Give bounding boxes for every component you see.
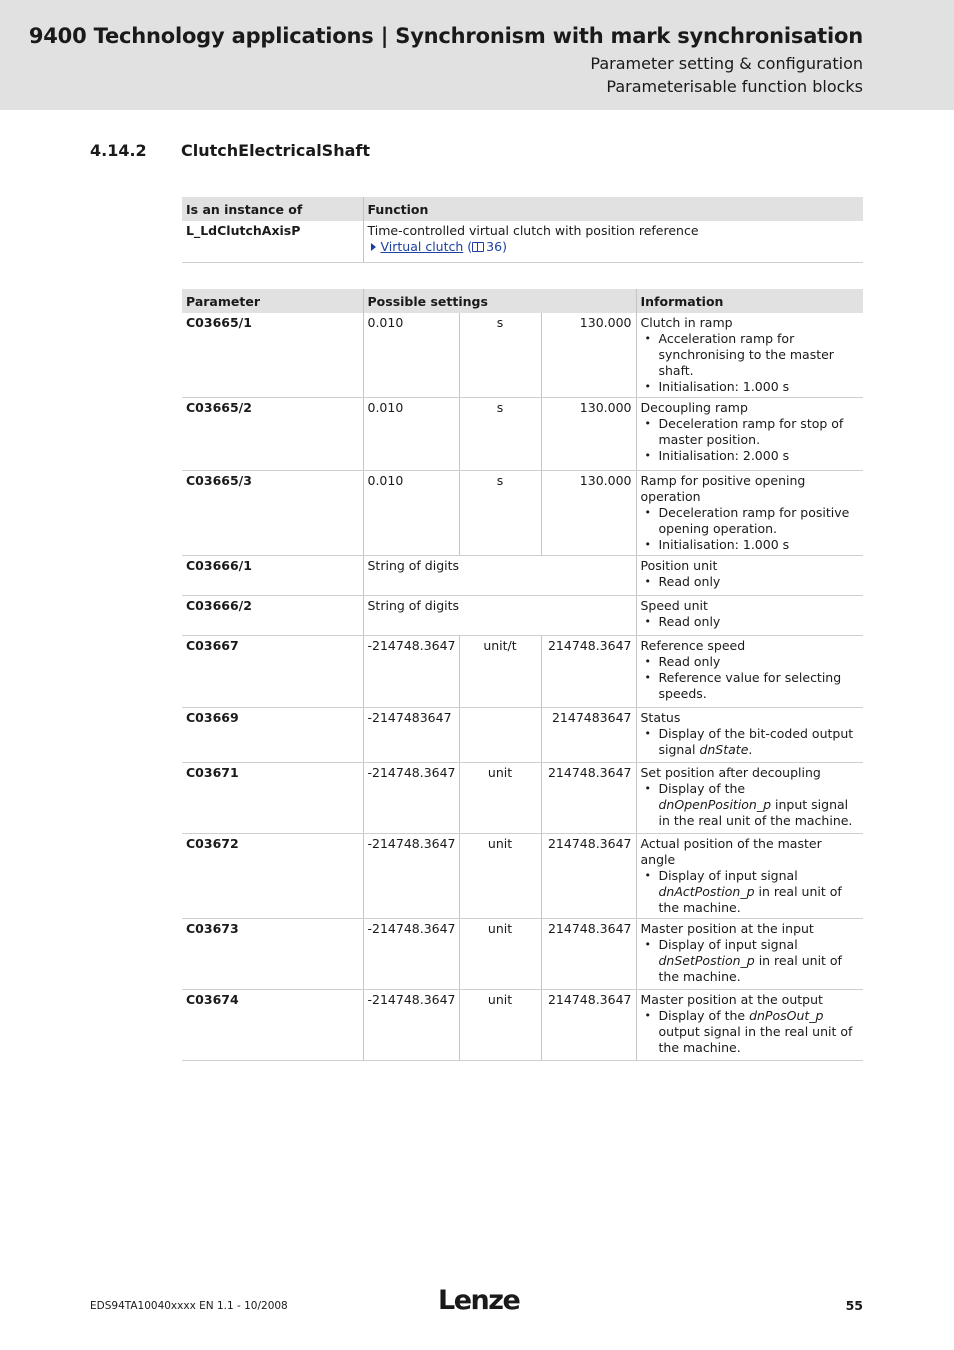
information-cell: [636, 990, 863, 1061]
min-value: 0.010: [363, 471, 459, 556]
max-value: 130.000: [541, 471, 636, 556]
table-row: [182, 636, 863, 708]
bullet-text: Display of input signal: [658, 868, 798, 883]
section-number: 4.14.2: [90, 141, 147, 160]
link-page[interactable]: 36: [486, 239, 503, 254]
table-row: [182, 834, 863, 919]
information-cell: [636, 313, 863, 398]
min-value: -2147483647: [363, 708, 459, 763]
parameter-code: C03671: [182, 763, 363, 834]
max-value: 130.000: [541, 313, 636, 398]
parameter-header: Parameter: [182, 289, 363, 313]
max-value: 130.000: [541, 398, 636, 471]
page-number: 55: [845, 1298, 863, 1313]
signal-name: dnState: [699, 742, 749, 757]
info-title: Reference speed: [640, 638, 746, 653]
section-heading: [90, 141, 370, 160]
min-value: -214748.3647: [363, 834, 459, 919]
parameter-code: C03666/1: [182, 556, 363, 596]
page-subtitle-1: Parameter setting & configuration: [590, 54, 863, 73]
unit-value: unit: [459, 990, 541, 1061]
max-value: 214748.3647: [541, 636, 636, 708]
information-cell: [636, 556, 863, 596]
parameter-code: C03666/2: [182, 596, 363, 636]
min-value: 0.010: [363, 313, 459, 398]
max-value: 214748.3647: [541, 763, 636, 834]
max-value: 2147483647: [541, 708, 636, 763]
bullet-text: Display of the: [658, 1008, 750, 1023]
unit-value: unit: [459, 763, 541, 834]
function-header: Function: [363, 197, 863, 221]
page-title: 9400 Technology applications | Synchronism with mark synchronisation: [28, 24, 863, 48]
info-bullet-list: [641, 1008, 860, 1056]
bullet-text: Display of the: [658, 781, 746, 796]
book-icon: [472, 242, 484, 252]
unit-value: unit: [459, 834, 541, 919]
info-bullet-list: [641, 937, 860, 985]
parameter-code: C03669: [182, 708, 363, 763]
info-bullet-list: [641, 614, 860, 630]
max-value: 214748.3647: [541, 990, 636, 1061]
setting-value: String of digits: [363, 556, 636, 596]
info-bullet-list: [641, 331, 860, 395]
info-title: Set position after decoupling: [640, 765, 821, 780]
arrow-right-icon: [371, 243, 376, 251]
info-bullet: • Read only: [659, 614, 860, 630]
bullet-text: .: [748, 742, 753, 757]
unit-value: unit: [459, 919, 541, 990]
link-text[interactable]: Virtual clutch: [380, 239, 464, 254]
min-value: -214748.3647: [363, 636, 459, 708]
instance-name: L_LdClutchAxisP: [182, 221, 363, 263]
parameter-code: C03665/3: [182, 471, 363, 556]
info-bullet: • Acceleration ramp for synchronising to the master shaft.: [659, 331, 860, 379]
info-title: Ramp for positive opening operation: [640, 473, 806, 504]
info-bullet: • Deceleration ramp for stop of master position.: [659, 416, 860, 448]
parameter-code: C03673: [182, 919, 363, 990]
bullet-text: in real unit of the machine.: [658, 884, 842, 915]
info-bullet: • Initialisation: 2.000 s: [659, 448, 860, 464]
parameter-table: [182, 289, 863, 1061]
signal-name: dnActPostion_p: [658, 884, 755, 899]
signal-name: dnSetPostion_p: [658, 953, 755, 968]
unit-value: s: [459, 398, 541, 471]
parameter-code: C03674: [182, 990, 363, 1061]
info-title: Master position at the input: [640, 921, 814, 936]
parameter-code: C03667: [182, 636, 363, 708]
info-bullet: • Read only: [659, 574, 860, 590]
virtual-clutch-link[interactable]: [368, 239, 860, 255]
instance-header: Is an instance of: [182, 197, 363, 221]
max-value: 214748.3647: [541, 919, 636, 990]
lenze-logo: Lenze: [438, 1285, 520, 1316]
table-row: [182, 763, 863, 834]
info-bullet: [659, 726, 860, 758]
parameter-code: C03672: [182, 834, 363, 919]
information-cell: [636, 398, 863, 471]
section-title: ClutchElectricalShaft: [181, 141, 370, 160]
bullet-text: output signal in the real unit of the machine.: [658, 1024, 853, 1055]
table-row: [182, 990, 863, 1061]
min-value: 0.010: [363, 398, 459, 471]
information-header: Information: [636, 289, 863, 313]
info-title: Position unit: [640, 558, 718, 573]
unit-value: [459, 708, 541, 763]
information-cell: [636, 919, 863, 990]
info-bullet-list: [641, 574, 860, 590]
info-bullet: [659, 1008, 860, 1056]
information-cell: [636, 763, 863, 834]
bullet-text: Display of the bit-coded output signal: [658, 726, 854, 757]
page-subtitle-2: Parameterisable function blocks: [606, 77, 863, 96]
info-title: Speed unit: [640, 598, 708, 613]
info-bullet: [659, 781, 860, 829]
info-bullet: • Read only: [659, 654, 860, 670]
table-row: [182, 708, 863, 763]
info-title: Clutch in ramp: [640, 315, 733, 330]
link-paren-close: ): [502, 239, 507, 254]
setting-value: String of digits: [363, 596, 636, 636]
table-row: [182, 313, 863, 398]
information-cell: [636, 708, 863, 763]
info-bullet: • Initialisation: 1.000 s: [659, 537, 860, 553]
unit-value: s: [459, 471, 541, 556]
info-title: Decoupling ramp: [640, 400, 748, 415]
bullet-text: in real unit of the machine.: [658, 953, 842, 984]
information-cell: [636, 834, 863, 919]
instance-table: [182, 197, 863, 263]
info-bullet-list: [641, 416, 860, 464]
table-row: [182, 919, 863, 990]
unit-value: s: [459, 313, 541, 398]
info-title: Actual position of the master angle: [640, 836, 822, 867]
info-bullet: • Reference value for selecting speeds.: [659, 670, 860, 702]
settings-header: Possible settings: [363, 289, 636, 313]
signal-name: dnPosOut_p: [749, 1008, 824, 1023]
min-value: -214748.3647: [363, 990, 459, 1061]
information-cell: [636, 636, 863, 708]
function-cell: [363, 221, 863, 263]
information-cell: [636, 596, 863, 636]
min-value: -214748.3647: [363, 763, 459, 834]
info-bullet-list: [641, 726, 860, 758]
info-bullet: • Initialisation: 1.000 s: [659, 379, 860, 395]
information-cell: [636, 471, 863, 556]
bullet-text: input signal in the real unit of the machine.: [658, 797, 853, 828]
info-bullet-list: [641, 868, 860, 916]
document-id: EDS94TA10040xxxx EN 1.1 - 10/2008: [90, 1300, 288, 1312]
info-bullet: [659, 868, 860, 916]
info-bullet: • Deceleration ramp for positive opening operation.: [659, 505, 860, 537]
parameter-code: C03665/1: [182, 313, 363, 398]
table-row: [182, 398, 863, 471]
parameter-code: C03665/2: [182, 398, 363, 471]
max-value: 214748.3647: [541, 834, 636, 919]
function-description: Time-controlled virtual clutch with position reference: [367, 223, 699, 238]
info-bullet-list: [641, 654, 860, 702]
unit-value: unit/t: [459, 636, 541, 708]
info-bullet-list: [641, 505, 860, 553]
info-bullet: [659, 937, 860, 985]
table-row: [182, 471, 863, 556]
link-paren-open: (: [467, 239, 473, 254]
min-value: -214748.3647: [363, 919, 459, 990]
signal-name: dnOpenPosition_p: [658, 797, 772, 812]
info-title: Master position at the output: [640, 992, 823, 1007]
info-title: Status: [640, 710, 681, 725]
table-row: [182, 556, 863, 596]
page-header: [0, 0, 954, 110]
info-bullet-list: [641, 781, 860, 829]
bullet-text: Display of input signal: [658, 937, 798, 952]
table-row: [182, 596, 863, 636]
